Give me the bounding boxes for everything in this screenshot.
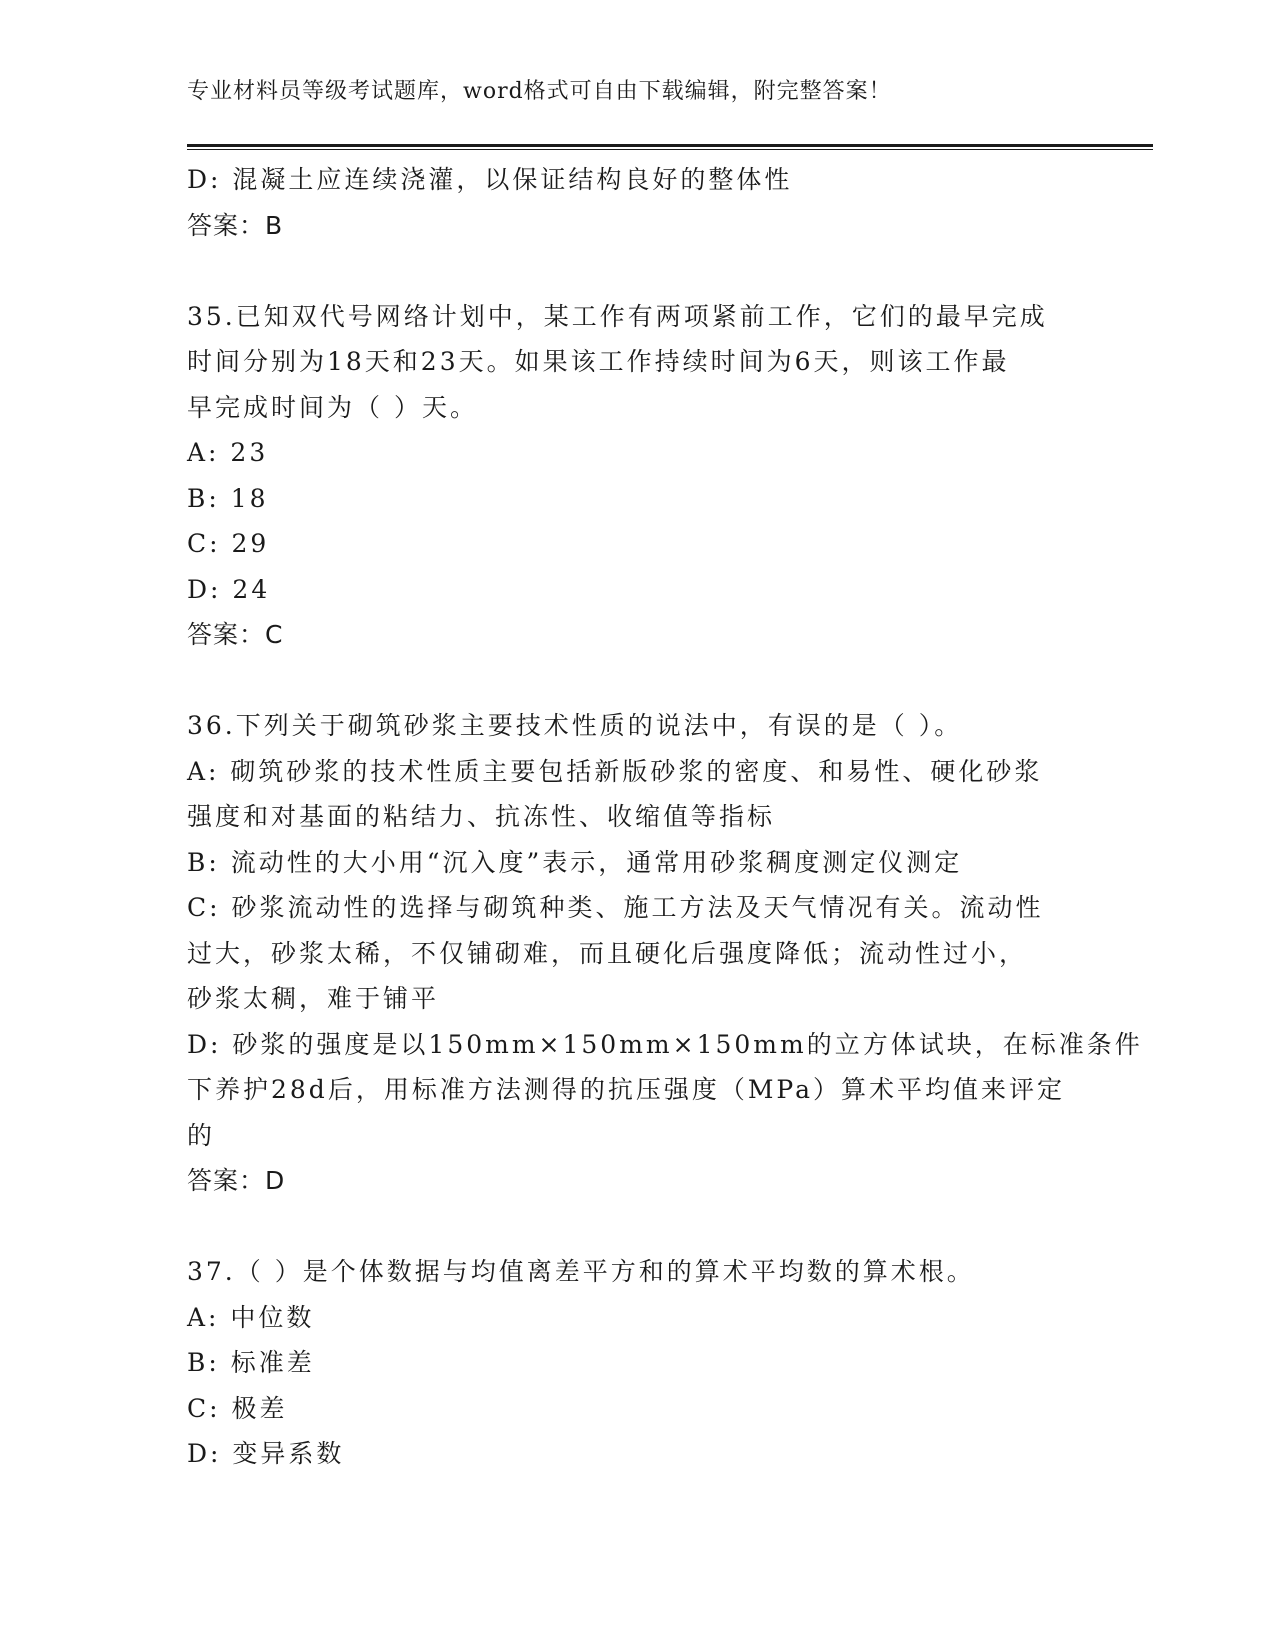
q35-stem-line: 时间分别为18天和23天。如果该工作持续时间为6天，则该工作最: [187, 347, 1010, 376]
q35-option-b: B: 18: [187, 483, 269, 513]
q35-option-c: C: 29: [187, 529, 270, 558]
question-content: [187, 157, 1143, 1477]
q35-option-a: A: 23: [187, 438, 269, 467]
q37-stem-line: 37.（ ）是个体数据与均值离差平方和的算术平均数的算术根。: [187, 1257, 975, 1286]
q34-option-d: D: 混凝土应连续浇灌，以保证结构良好的整体性: [187, 165, 793, 194]
q36-option-line: 强度和对基面的粘结力、抗冻性、收缩值等指标: [187, 802, 776, 831]
q37-option-c: C: 极差: [187, 1393, 288, 1423]
q36-option-line: 的: [187, 1120, 216, 1150]
q35-stem-line: 早完成时间为（ ）天。: [187, 392, 478, 422]
q35-option-d: D: 24: [187, 574, 271, 604]
q36-stem-line: 36.下列关于砌筑砂浆主要技术性质的说法中，有误的是（ ）。: [187, 711, 963, 740]
q35-answer: 答案：C: [187, 620, 284, 649]
spacer: [187, 1204, 1087, 1250]
page-header: 专业材料员等级考试题库，word格式可自由下载编辑，附完整答案！: [187, 79, 892, 104]
q35-stem-line: 35.已知双代号网络计划中，某工作有两项紧前工作，它们的最早完成: [187, 301, 1048, 331]
q36-answer: 答案：D: [187, 1166, 286, 1195]
spacer: [187, 658, 1087, 704]
q34-answer: 答案：B: [187, 210, 284, 240]
q36-option-line: 下养护28d后，用标准方法测得的抗压强度（MPa）算术平均值来评定: [187, 1075, 1066, 1104]
q36-option-line: C: 砂浆流动性的选择与砌筑种类、施工方法及天气情况有关。流动性: [187, 893, 1044, 922]
q36-option-line: B: 流动性的大小用“沉入度”表示，通常用砂浆稠度测定仪测定: [187, 847, 963, 877]
q36-option-line: A: 砌筑砂浆的技术性质主要包括新版砂浆的密度、和易性、硬化砂浆: [187, 756, 1043, 786]
spacer: [187, 248, 1087, 294]
q36-option-line: 过大，砂浆太稀，不仅铺砌难，而且硬化后强度降低；流动性过小，: [187, 938, 1028, 968]
q36-option-line: D: 砂浆的强度是以150mm×150mm×150mm的立方体试块，在标准条件: [187, 1029, 1143, 1059]
q37-option-b: B: 标准差: [187, 1348, 315, 1377]
header-rule: [187, 144, 1153, 150]
q37-option-a: A: 中位数: [187, 1302, 315, 1332]
q37-option-d: D: 变异系数: [187, 1439, 345, 1468]
q36-option-line: 砂浆太稠，难于铺平: [187, 984, 440, 1013]
